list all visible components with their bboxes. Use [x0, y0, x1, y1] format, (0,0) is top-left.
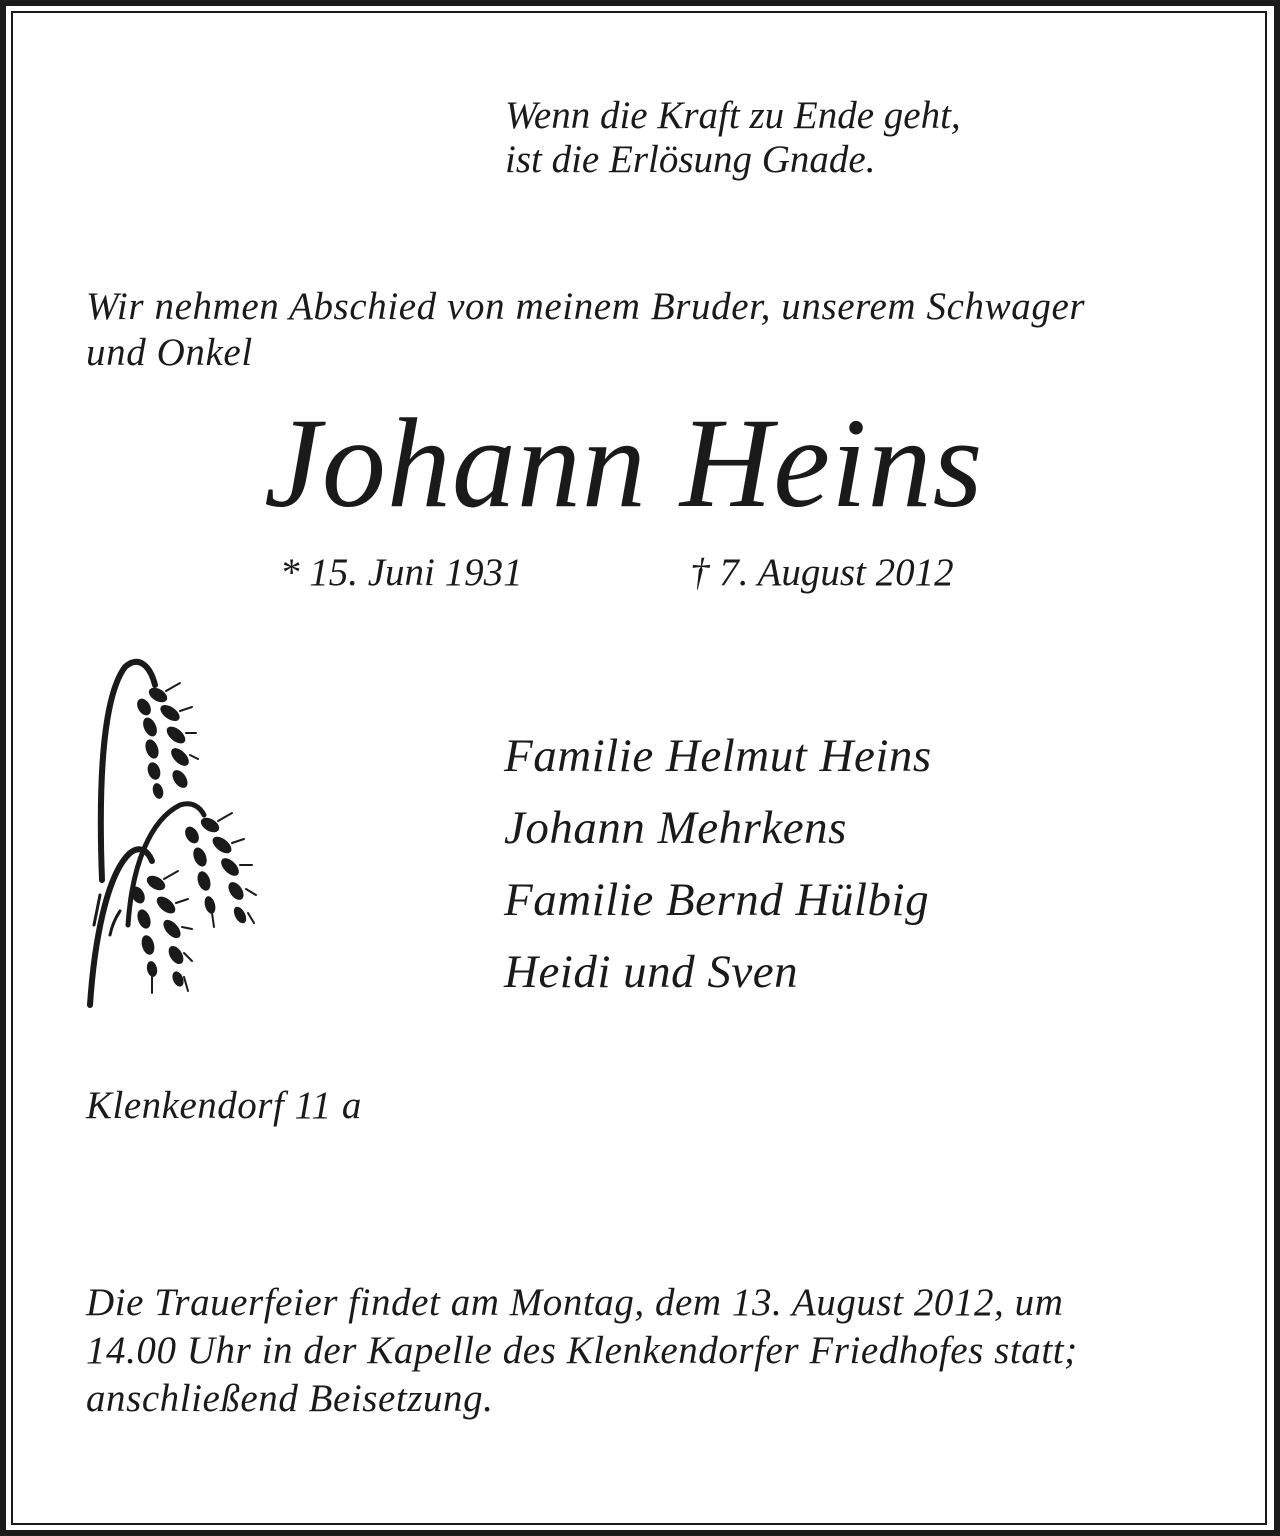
mourner-entry: Familie Bernd Hülbig — [504, 874, 930, 926]
address: Klenkendorf 11 a — [86, 1084, 362, 1127]
ceremony-line: 14.00 Uhr in der Kapelle des Klenkendorfer Friedhofes statt; — [86, 1329, 1078, 1372]
mourner-entry: Familie Helmut Heins — [504, 730, 932, 782]
mourners-list — [504, 720, 932, 1008]
ceremony-line: Die Trauerfeier findet am Montag, dem 13. August 2012, um — [86, 1281, 1064, 1324]
farewell-intro — [86, 284, 1085, 376]
wheat-ears-icon — [80, 655, 265, 1020]
ceremony-line: anschließend Beisetzung. — [86, 1377, 494, 1420]
birth-date: * 15. Juni 1931 — [280, 551, 523, 594]
motto-line: Wenn die Kraft zu Ende geht, — [505, 94, 961, 137]
motto-quote — [505, 94, 961, 182]
intro-line: Wir nehmen Abschied von meinem Bruder, unserem Schwager — [86, 285, 1086, 328]
mourner-entry: Johann Mehrkens — [504, 802, 847, 854]
intro-line: und Onkel — [86, 331, 253, 374]
deceased-name: Johann Heins — [264, 392, 984, 534]
mourner-entry: Heidi und Sven — [504, 946, 799, 998]
motto-line: ist die Erlösung Gnade. — [505, 138, 876, 181]
ceremony-notice — [86, 1279, 1078, 1423]
death-date: † 7. August 2012 — [690, 551, 954, 594]
